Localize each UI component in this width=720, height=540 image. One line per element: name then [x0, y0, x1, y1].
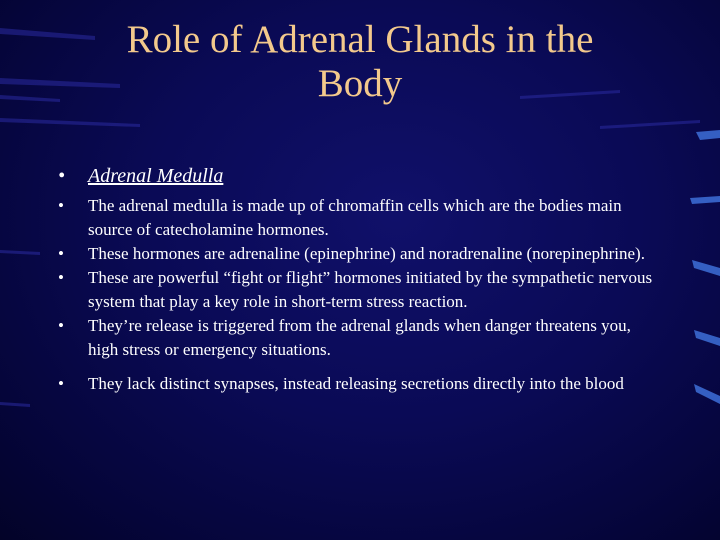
- list-item: [58, 266, 658, 314]
- bullet-list: [58, 162, 658, 396]
- section-heading: [58, 162, 658, 190]
- list-item: [58, 194, 658, 242]
- list-item-text: They lack distinct synapses, instead releasing secretions directly into the blood: [88, 374, 624, 393]
- bullet-marker: •: [58, 244, 64, 263]
- slide-title-line-2: Body: [317, 62, 403, 105]
- bullet-marker: •: [58, 374, 64, 393]
- list-item: [58, 314, 658, 362]
- slide-title-line-1: Role of Adrenal Glands in the: [126, 18, 594, 61]
- bullet-marker: •: [58, 268, 64, 287]
- list-item-text: The adrenal medulla is made up of chromaffin cells which are the bodies main source of catecholamine hormones.: [88, 196, 622, 239]
- section-heading-text: Adrenal Medulla: [88, 165, 224, 187]
- list-item: [58, 242, 658, 266]
- list-item-text: They’re release is triggered from the adrenal glands when danger threatens you, high stress or emergency situations.: [88, 316, 631, 359]
- list-item-text: These are powerful “fight or flight” hormones initiated by the sympathetic nervous system that play a key role in short-term stress reaction.: [88, 268, 653, 311]
- bullet-marker: •: [58, 196, 64, 215]
- bullet-marker: •: [58, 165, 66, 187]
- bullet-marker: •: [58, 316, 64, 335]
- list-item-text: These hormones are adrenaline (epinephrine) and noradrenaline (norepinephrine).: [88, 244, 645, 263]
- list-item: [58, 372, 658, 396]
- slide-title: [40, 18, 680, 106]
